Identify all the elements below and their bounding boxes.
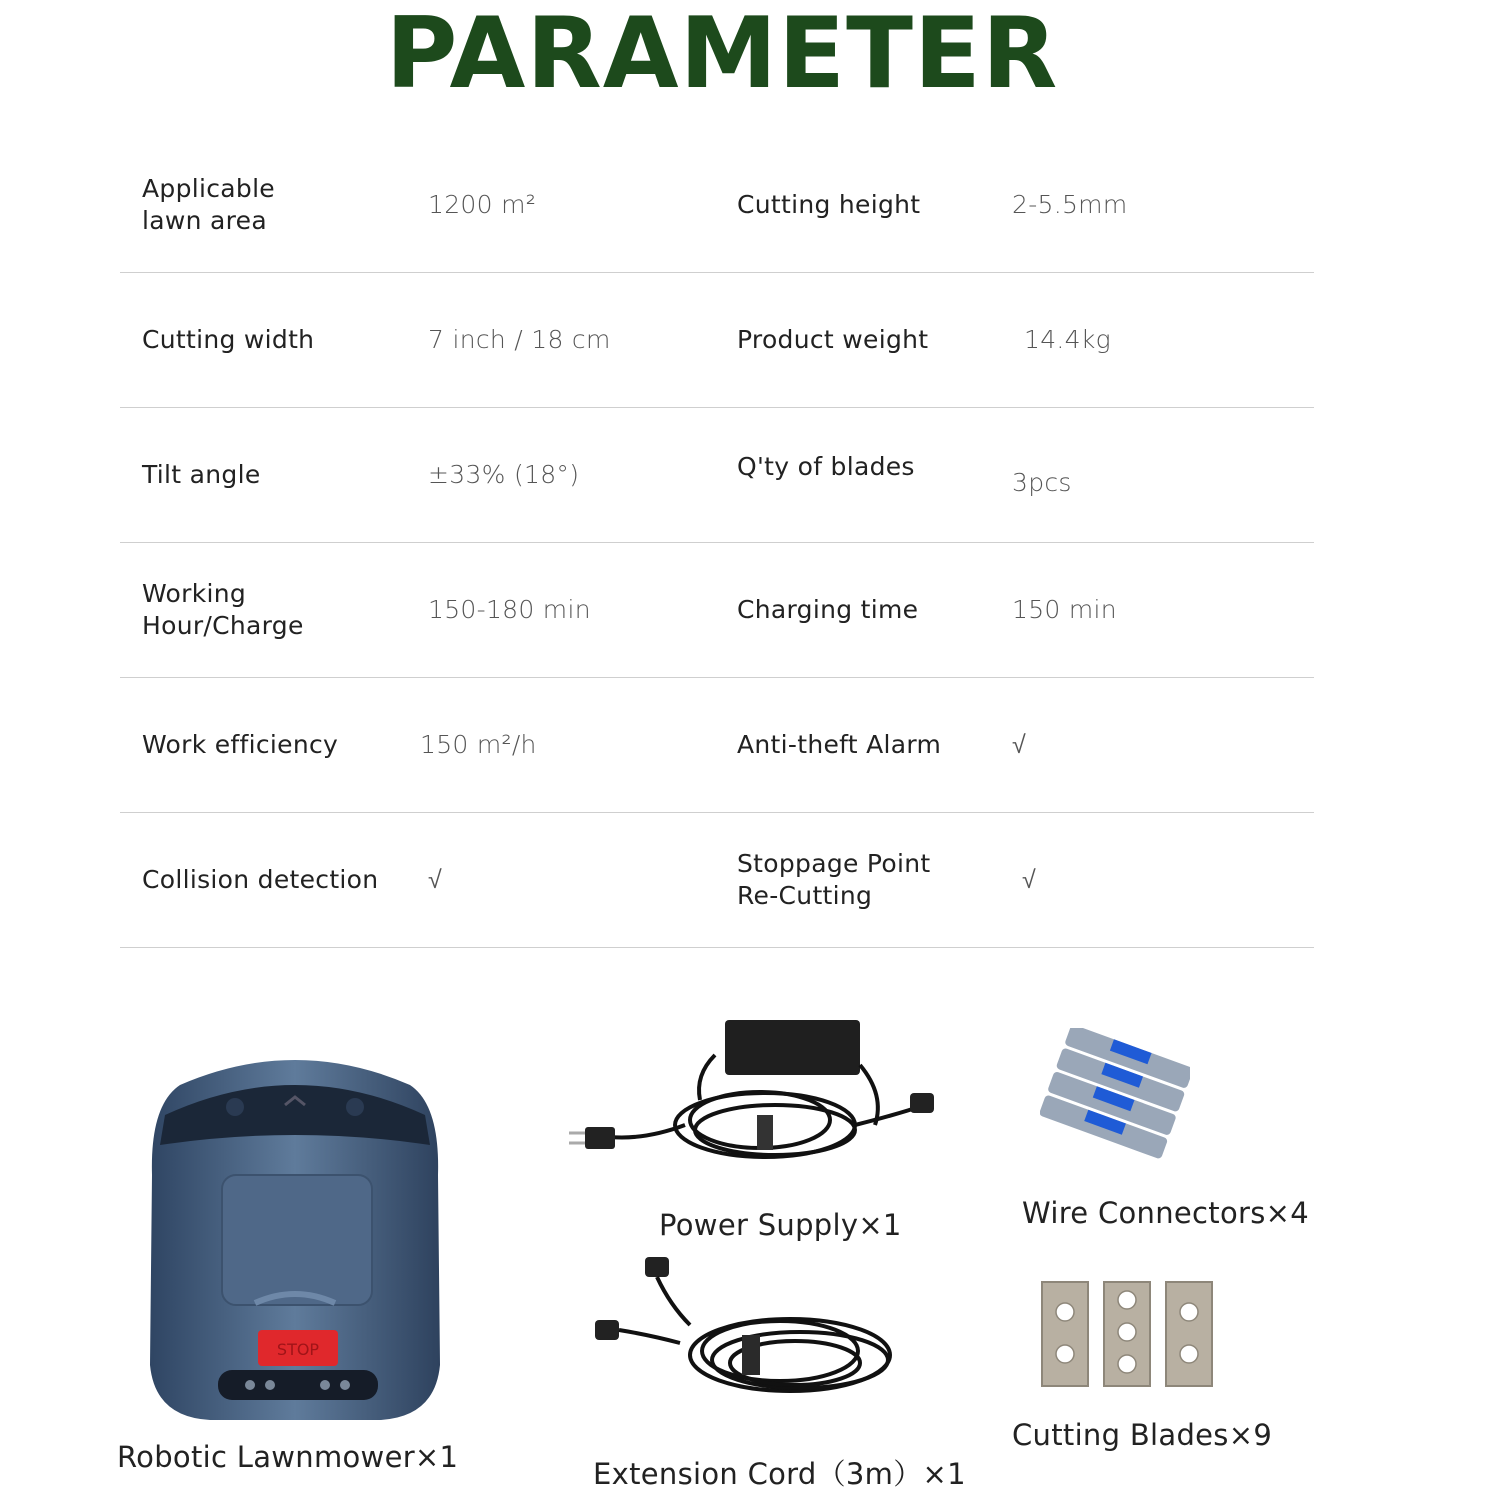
spec-label: Work efficiency [142,730,339,759]
spec-label: Collision detection [142,865,379,894]
spec-value: √ [1022,865,1037,894]
spec-value: 150 min [1012,595,1117,624]
spec-value: 2-5.5mm [1012,190,1128,219]
power-supply-caption: Power Supply×1 [659,1208,902,1242]
spec-label: Stoppage Point Re-Cutting [737,849,931,910]
spec-label: Q'ty of blades [737,452,915,481]
spec-label: Cutting width [142,325,315,354]
spec-value: 3pcs [1012,468,1072,497]
spec-row [120,138,1314,273]
spec-label: Product weight [737,325,929,354]
stop-label: STOP [276,1340,320,1359]
lawnmower-image [140,1045,450,1425]
spec-value: 150 m²/h [420,730,537,759]
spec-value: 1200 m² [428,190,537,219]
spec-value: 150-180 min [428,595,591,624]
extension-cord-caption: Extension Cord（3m）×1 [593,1457,966,1491]
power-supply-image [565,1015,945,1185]
page-title: PARAMETER [385,0,1059,111]
spec-row [120,408,1314,543]
spec-row [120,678,1314,813]
cutting-blades-image [1038,1278,1218,1390]
spec-row [120,813,1314,948]
spec-value: 14.4kg [1024,325,1111,354]
spec-value: 7 inch / 18 cm [428,325,611,354]
spec-value: ±33% (18°) [428,460,580,489]
lawnmower-caption: Robotic Lawnmower×1 [117,1440,459,1474]
spec-row [120,273,1314,408]
spec-row [120,543,1314,678]
wire-connectors-caption: Wire Connectors×4 [1022,1196,1309,1230]
spec-label: Charging time [737,595,919,624]
spec-label: Working Hour/Charge [142,579,304,640]
spec-label: Applicable lawn area [142,174,275,235]
spec-table [120,138,1314,948]
cutting-blades-caption: Cutting Blades×9 [1012,1418,1273,1452]
extension-cord-image [590,1255,910,1415]
spec-label: Cutting height [737,190,921,219]
spec-label: Anti-theft Alarm [737,730,942,759]
spec-value: √ [428,865,443,894]
wire-connectors-image [1040,1028,1190,1163]
spec-label: Tilt angle [142,460,261,489]
spec-value: √ [1012,730,1027,759]
package-contents [0,990,1500,1500]
